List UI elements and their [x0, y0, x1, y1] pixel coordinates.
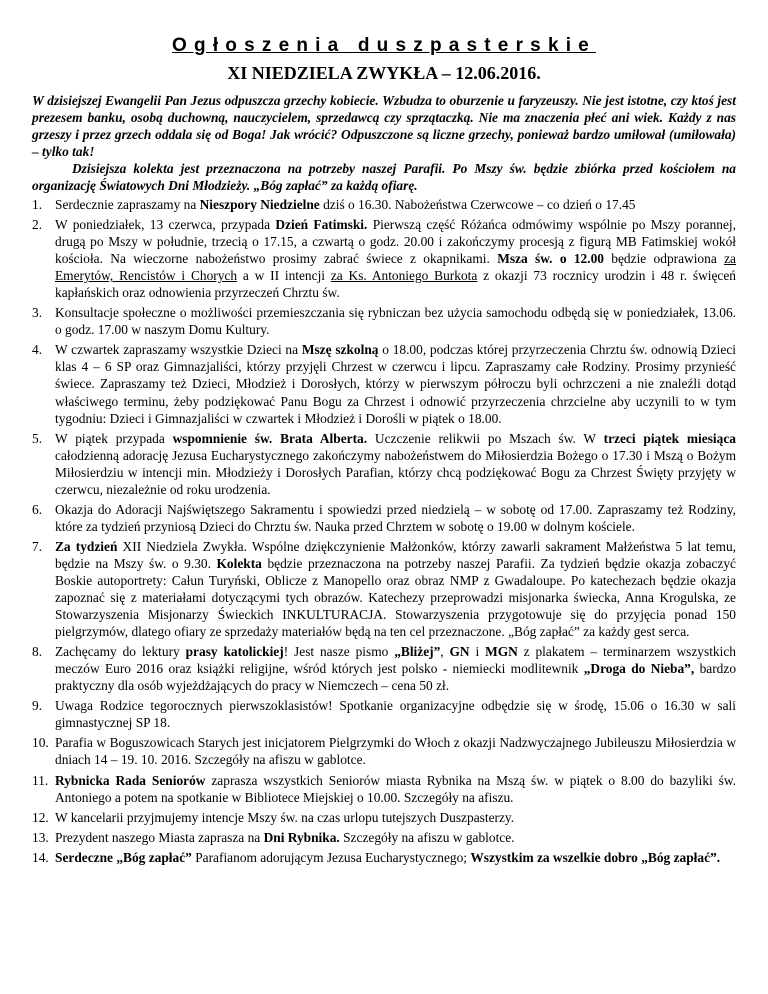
item-number: 8.	[32, 644, 43, 660]
item-bold: „Droga do Nieba”,	[583, 661, 695, 677]
announcement-item	[32, 538, 736, 640]
item-text: W kancelarii przyjmujemy intencje Mszy św. na czas urlopu tutejszych Duszpasterzy.	[55, 809, 515, 825]
announcement-item	[32, 501, 736, 535]
item-bold: MGN	[485, 644, 518, 660]
item-number: 6.	[32, 501, 43, 517]
item-text: Uwaga Rodzice tegorocznych pierwszoklasistów! Spotkanie organizacyjne odbędzie się w środę, 15.06 o 16.30 w sali gimnastycznej SP 18.	[55, 698, 736, 731]
item-bold: Za tydzień	[55, 538, 118, 554]
item-text: Serdecznie zapraszamy na	[55, 197, 200, 212]
item-text: Parafianom adorującym Jezusa Eucharystycznego;	[191, 849, 471, 865]
item-number: 14.	[32, 849, 49, 865]
page-title: Ogłoszenia duszpasterskie	[172, 35, 596, 56]
item-text: W piątek przypada	[55, 430, 173, 446]
item-bold: Kolekta	[216, 555, 262, 571]
intro-paragraph: W dzisiejszej Ewangelii Pan Jezus odpuszcza grzechy kobiecie. Wzbudza to oburzenie u faryzeuszy. Nie jest istotne, czy ktoś jest prezesem banku, osobą duchowną, nauczycielem, sprzedawcą czy sprzątaczką. Nie ma znaczenia płeć ani wiek. Każdy z nas grzeszy i przez grzech oddala się od Boga! Jak wrócić? Odpuszczone są liczne grzechy, ponieważ bardzo umiłował (umiłowała) – tylko tak!	[32, 93, 736, 159]
item-bold: Dni Rybnika.	[263, 829, 340, 845]
item-number: 3.	[32, 305, 43, 321]
item-bold: Serdeczne „Bóg zapłać”	[55, 849, 192, 865]
item-text: będzie przeznaczona na potrzeby naszej Parafii. Za tydzień będzie okazja zobaczyć Boskie autoportrety: Całun Turyński, Oblicze z Manopello oraz obraz NMP z Gwadaloupe. Po katechezach będzie okazja zapoznać się z materiałami dotyczącymi tych obrazów. Katechezy przeprowadzi misjonarka świecka, Anna Krogulska, ze Stowarzyszenia Misjonarzy Świeckich INKULTURACJA. Stowarzyszenia przygotowuje się do przyjęcia ponad 150 pielgrzymów, dlatego ofiary ze sprzedaży materiałów będą na ten cel przeznaczone. „Bóg zapłać” za każdy gest serca.	[55, 555, 736, 640]
item-bold: Msza św. o 12.00	[497, 251, 604, 267]
item-underlined: za Ks. Antoniego Burkota	[330, 268, 478, 284]
item-text: bardzo praktyczny dla osób wyjeżdżających do pracy w Niemczech – cena 50 zł.	[55, 661, 737, 694]
item-text: Prezydent naszego Miasta zaprasza na	[55, 829, 264, 845]
item-text: będzie odprawiona	[603, 251, 725, 267]
announcement-item	[32, 304, 736, 338]
announcement-item	[32, 772, 736, 806]
announcement-item	[32, 734, 736, 768]
item-text: dziś o 16.30. Nabożeństwa Czerwcowe – co dzień o 17.45	[319, 197, 636, 212]
item-number: 12.	[32, 809, 49, 825]
item-text: z plakatem – terminarzem wszystkich meczów Euro 2016 oraz książki religijne, wśród których jest polsko - niemiecki modlitewnik	[55, 644, 736, 677]
item-text: Uczczenie relikwii po Mszach św. W	[367, 430, 604, 446]
item-number: 10.	[32, 735, 49, 751]
item-number: 1.	[32, 197, 43, 212]
item-number: 4.	[32, 342, 43, 358]
item-bold: trzeci piątek miesiąca	[603, 430, 736, 446]
item-bold: „Bliżej”	[394, 644, 441, 660]
announcement-item	[32, 643, 736, 694]
item-text: Okazja do Adoracji Najświętszego Sakramentu i spowiedzi przed niedzielą – w sobotę od 17.00. Zapraszamy też Rodziny, które za tydzień przyniosą Dzieci do Chrztu św. Nauka przed Chrztem w sobotę o 19.00 w dolnym kościele.	[55, 501, 736, 534]
item-text: i	[469, 644, 486, 660]
item-bold: Dzień Fatimski.	[275, 217, 368, 233]
item-text: ! Jest nasze pismo	[283, 644, 395, 660]
item-bold: GN	[449, 644, 470, 660]
item-underlined: za Emerytów, Rencistów i Chorych	[55, 251, 736, 284]
item-number: 7.	[32, 538, 43, 554]
item-bold: Mszę szkolną	[301, 342, 379, 358]
announcement-item	[32, 809, 736, 826]
item-number: 5.	[32, 430, 43, 446]
announcement-item	[32, 216, 736, 301]
item-bold: Rybnicka Rada Seniorów	[55, 772, 206, 788]
item-bold: Nieszpory Niedzielne	[199, 197, 320, 212]
announcement-item	[32, 430, 736, 498]
item-number: 2.	[32, 217, 43, 233]
item-text: XII Niedziela Zwykła. Wspólne dziękczynienie Małżonków, którzy zawarli sakrament Małżeństwa 5 lat temu, będzie na Mszy św. o 9.30.	[55, 538, 736, 571]
page-subtitle: XI NIEDZIELA ZWYKŁA – 12.06.2016.	[227, 63, 541, 83]
collection-paragraph: Dzisiejsza kolekta jest przeznaczona na potrzeby naszej Parafii. Po Mszy św. będzie zbiórka przed kościołem na organizację Światowych Dni Młodzieży. „Bóg zapłać” za każdą ofiarę.	[32, 161, 736, 193]
item-text: z okazji 73 rocznicy urodzin i 48 r. święceń kapłańskich oraz odnowienia przyrzeczeń Chrztu św.	[55, 268, 736, 301]
announcement-item	[32, 196, 736, 213]
announcement-item	[32, 849, 736, 866]
item-text: Pierwszą część Różańca odmówimy wspólnie po Mszy porannej, drugą po Mszy w południe, trzecią o 17.15, a czwartą o godz. 20.00 i zakończymy procesją z figurą MB Fatimskiej wokół kościoła. Na wieczorne nabożeństwo prosimy zabrać świece z okapnikami.	[55, 217, 736, 267]
item-text: Konsultacje społeczne o możliwości przemieszczania się rybniczan bez użycia samochodu odbędą się w poniedziałek, 13.06. o godz. 17.00 w naszym Domu Kultury.	[55, 305, 736, 338]
item-text: zaprasza wszystkich Seniorów miasta Rybnika na Mszą św. w piątek o 8.00 do bazyliki św. Antoniego a potem na spotkanie w Bibliotece Miejskiej o 10.00. Szczegóły na afiszu.	[55, 772, 736, 805]
item-bold: wspomnienie św. Brata Alberta.	[172, 430, 368, 446]
item-bold: Wszystkim za wszelkie dobro „Bóg zapłać”.	[470, 849, 721, 865]
item-text: całodzienną adorację Jezusa Eucharystycznego zakończymy nabożeństwem do Miłosierdzia Bożego o 17.30 i Mszą o Bożym Miłosierdziu w intencji min. Młodzieży i Dorosłych Parafian, którzy chcą podziękować Bogu za Chrzest Święty przyjęty w czerwcu, niezależnie od roku urodzenia.	[55, 447, 736, 497]
item-text: Parafia w Boguszowicach Starych jest inicjatorem Pielgrzymki do Włoch z okazji Nadzwyczajnego Jubileuszu Miłosierdzia w dniach 14 – 19. 10. 2016. Szczegóły na afiszu w gablotce.	[55, 735, 736, 768]
announcement-item	[32, 341, 736, 426]
announcements-list	[32, 196, 736, 866]
item-bold: prasy katolickiej	[185, 644, 284, 660]
item-number: 9.	[32, 698, 43, 714]
item-text: a w II intencji	[237, 268, 331, 284]
item-number: 13.	[32, 829, 49, 845]
item-text: W czwartek zapraszamy wszystkie Dzieci na	[55, 342, 302, 358]
announcement-item	[32, 697, 736, 731]
item-text: W poniedziałek, 13 czerwca, przypada	[55, 217, 276, 233]
item-number: 11.	[32, 772, 49, 788]
item-text: o 18.00, podczas której przyrzeczenia Chrztu św. odnowią Dzieci klas 4 – 6 SP oraz Gimnazjaliści, którzy przyjęli Chrzest w czerwcu i lipcu. Zapraszamy całe Rodziny. Prosimy przynieść świece. Zapraszamy też Dzieci, Młodzież i Dorosłych, którzy w pierwszym półroczu byli ochrzczeni a nie znaleźli dotąd właściwego terminu, żeby podziękować Panu Bogu za Chrzest i odnowić przyrzeczenia chrzcielne aby uczynili to w tym tygodniu: Dzieci i Gimnazjaliści w czwartek i Młodzież i Dorośli w piątek o 18.00.	[55, 342, 736, 426]
item-text: Zachęcamy do lektury	[55, 644, 186, 660]
item-text: Szczegóły na afiszu w gablotce.	[339, 829, 515, 845]
announcement-item	[32, 829, 736, 846]
item-text: ,	[440, 644, 450, 660]
